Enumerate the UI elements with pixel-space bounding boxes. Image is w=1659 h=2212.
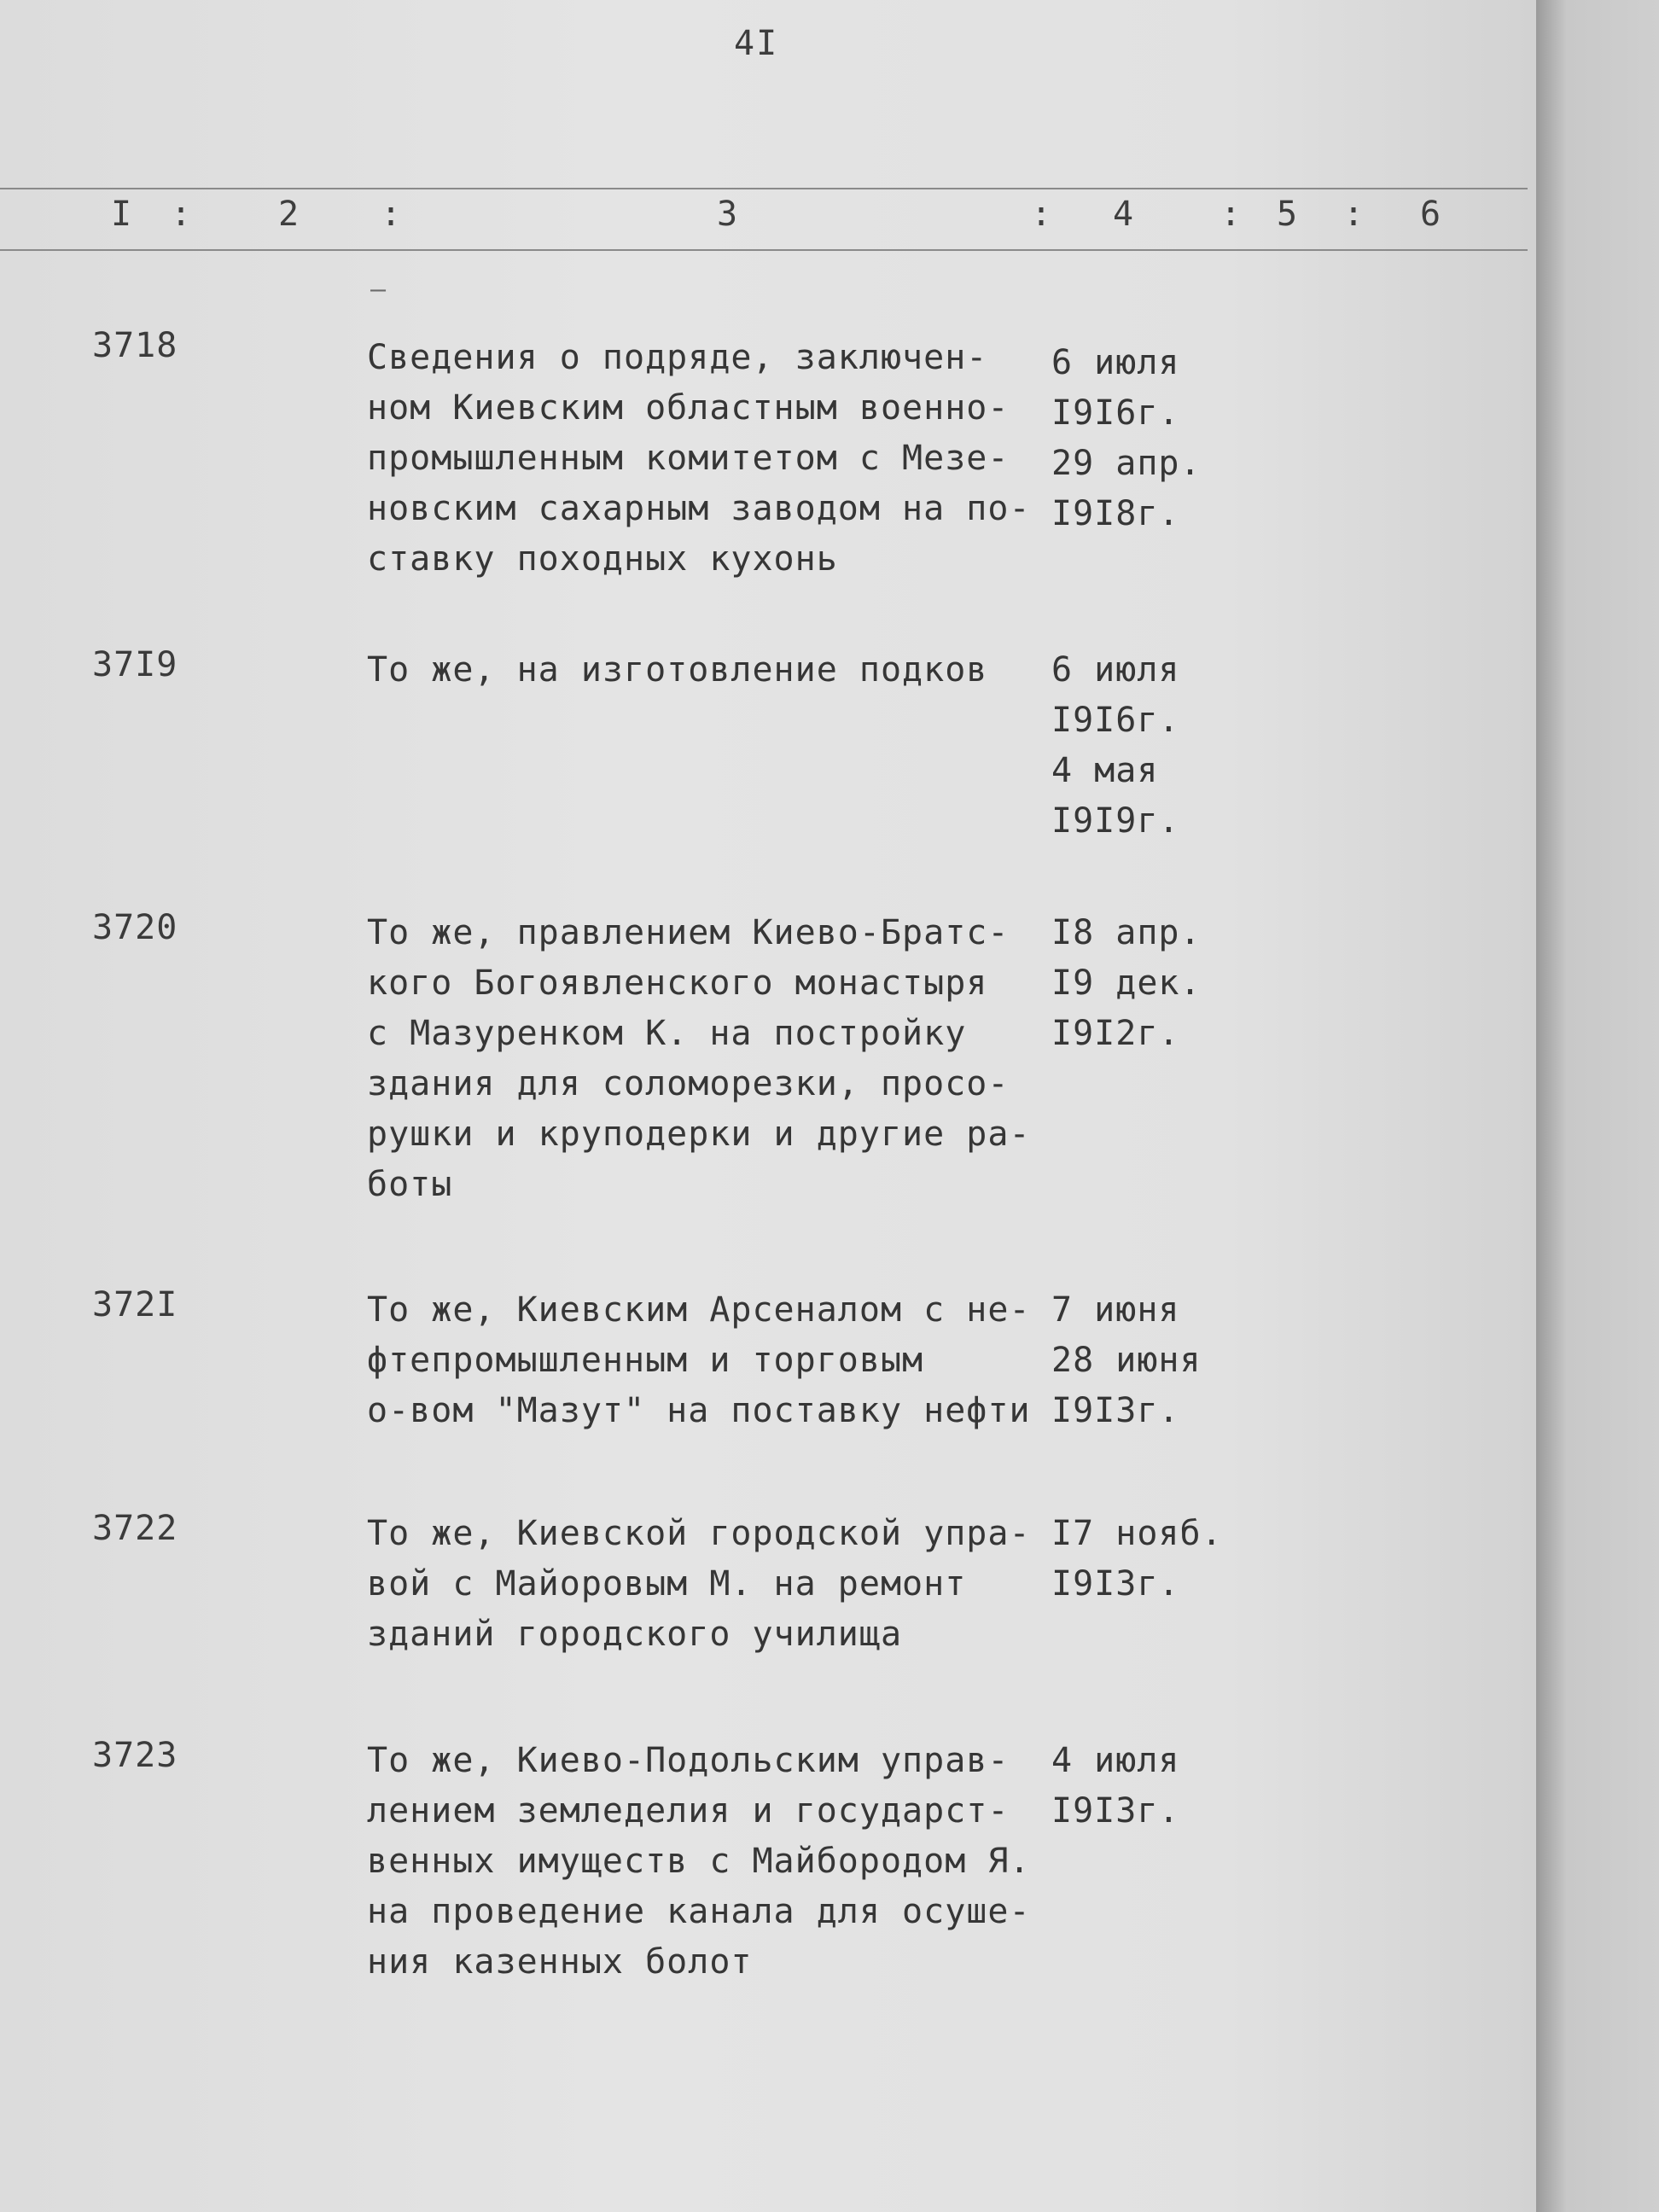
entry-description [367,333,1050,585]
column-header-6: 6 [1420,195,1441,234]
date-line: I9I3г. [1051,1391,1180,1430]
description-line: ния казенных болот [367,1942,753,1982]
description-line: кого Богоявленского монастыря [367,963,988,1003]
description-line: на проведение канала для осуше- [367,1892,1031,1931]
header-top-rule [0,188,1528,189]
header-bottom-rule [0,249,1528,251]
date-line: I9I2г. [1051,1014,1180,1053]
stray-dash-mark: – [370,275,387,305]
page-number: 4I [734,24,779,63]
column-header-1: I [111,195,132,234]
description-line: с Мазуренком К. на постройку [367,1014,967,1053]
entry-dates [1051,1285,1202,1436]
date-line: I9I3г. [1051,1791,1180,1831]
date-line: I9I3г. [1051,1564,1180,1604]
date-line: I9I6г. [1051,701,1180,740]
description-line: зданий городского училища [367,1615,903,1654]
description-line: фтепромышленным и торговым [367,1341,924,1380]
description-line: венных имуществ с Майбородом Я. [367,1842,1031,1881]
page-edge-shadow [1536,0,1659,2212]
description-line: То же, Киевской городской упра- [367,1514,1031,1553]
column-separator: : [171,195,192,234]
entry-number: 3718 [92,326,178,365]
date-line: 7 июня [1051,1290,1180,1330]
description-line: боты [367,1165,453,1204]
description-line: ставку походных кухонь [367,539,838,579]
description-line: Сведения о подряде, заключен- [367,338,988,377]
date-line: I9 дек. [1051,963,1202,1003]
column-separator: : [381,195,402,234]
description-line: лением земледелия и государст- [367,1791,1010,1831]
description-line: о-вом "Мазут" на поставку нефти [367,1391,1031,1430]
date-line: I8 апр. [1051,913,1202,952]
description-line: промышленным комитетом с Мезе- [367,439,1010,478]
date-line: 29 апр. [1051,444,1202,483]
description-line: новским сахарным заводом на по- [367,489,1031,528]
entry-dates [1051,338,1202,539]
description-line: То же, на изготовление подков [367,650,988,690]
entry-dates [1051,1509,1223,1610]
entry-number: 3720 [92,908,178,947]
description-line: ном Киевским областным военно- [367,388,1010,428]
date-line: I9I9г. [1051,801,1180,841]
entry-dates [1051,1736,1180,1837]
date-line: I7 нояб. [1051,1514,1223,1553]
column-header-3: 3 [717,195,738,234]
date-line: I9I8г. [1051,494,1180,533]
date-line: I9I6г. [1051,393,1180,433]
entry-number: 3723 [92,1736,178,1775]
date-line: 28 июня [1051,1341,1202,1380]
description-line: То же, Киево-Подольским управ- [367,1741,1010,1780]
entry-description [367,645,1050,696]
column-header-2: 2 [278,195,300,234]
entry-description [367,1509,1050,1660]
entry-number: 3722 [92,1509,178,1548]
column-header-4: 4 [1113,195,1134,234]
description-line: рушки и круподерки и другие ра- [367,1115,1031,1154]
date-line: 4 мая [1051,751,1159,790]
date-line: 6 июля [1051,343,1180,382]
entry-dates [1051,645,1180,847]
column-separator: : [1031,195,1052,234]
column-separator: : [1343,195,1365,234]
column-separator: : [1220,195,1242,234]
entry-description [367,1285,1050,1436]
entry-description [367,1736,1050,1988]
description-line: То же, Киевским Арсеналом с не- [367,1290,1031,1330]
description-line: То же, правлением Киево-Братс- [367,913,1010,952]
entry-description [367,908,1050,1210]
description-line: здания для соломорезки, просо- [367,1064,1010,1103]
description-line: вой с Майоровым М. на ремонт [367,1564,967,1604]
column-header-5: 5 [1277,195,1298,234]
date-line: 4 июля [1051,1741,1180,1780]
date-line: 6 июля [1051,650,1180,690]
entry-dates [1051,908,1202,1059]
entry-number: 37I9 [92,645,178,684]
entry-number: 372I [92,1285,178,1324]
